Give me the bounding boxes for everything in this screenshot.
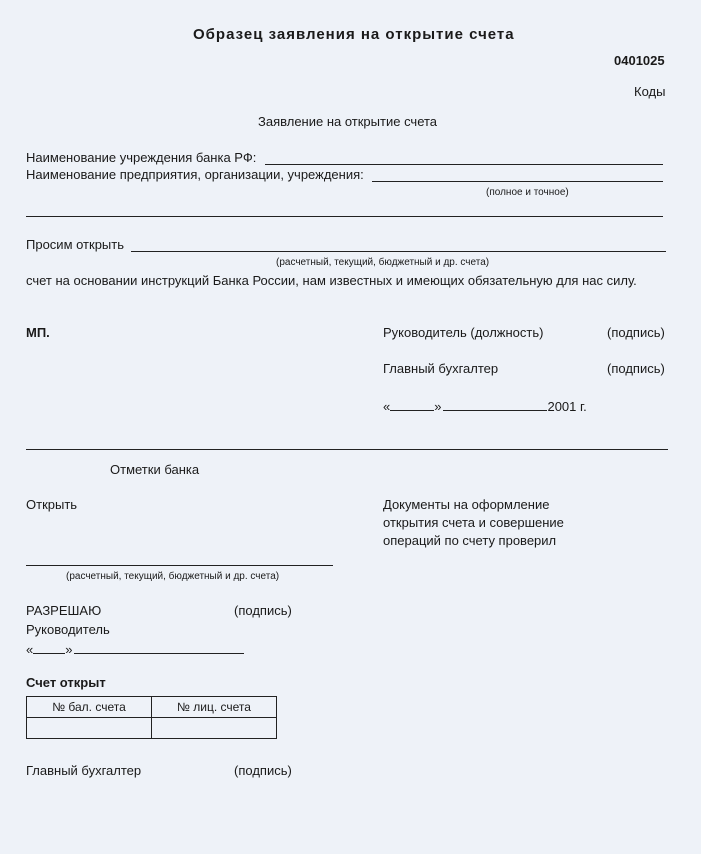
approval-date-open-quote: «: [26, 642, 34, 657]
manager-label: Руководитель: [26, 622, 110, 637]
account-type-field[interactable]: [131, 251, 666, 252]
docs-checked-line-1: Документы на оформление: [383, 497, 550, 512]
approval-date-close-quote: »: [65, 642, 73, 657]
approval-date[interactable]: [26, 640, 244, 658]
application-heading: Заявление на открытие счета: [258, 114, 438, 129]
docs-checked-line-3: операций по счету проверил: [383, 533, 557, 548]
date-close-quote: »: [434, 399, 442, 414]
account-opened-label: Счет открыт: [26, 675, 106, 690]
approval-date-month-field[interactable]: [74, 640, 244, 654]
date-year: 2001 г.: [547, 399, 587, 414]
head-position-label: Руководитель (должность): [383, 325, 544, 340]
bank-name-label: Наименование учреждения банка РФ:: [26, 150, 257, 165]
application-date[interactable]: [383, 397, 587, 415]
org-name-field-continued[interactable]: [26, 216, 663, 217]
codes-label: Коды: [634, 84, 666, 99]
open-label: Открыть: [26, 497, 78, 512]
date-month-field[interactable]: [443, 397, 547, 411]
bank-account-types-hint: (расчетный, текущий, бюджетный и др. счета): [66, 571, 280, 582]
bank-name-field[interactable]: [265, 164, 663, 165]
bank-marks-heading: Отметки банка: [110, 462, 200, 477]
account-numbers-table: [26, 696, 277, 739]
account-types-hint: (расчетный, текущий, бюджетный и др. счета): [276, 257, 490, 268]
stamp-label: МП.: [26, 325, 50, 340]
section-divider: [26, 449, 668, 450]
approve-signature-label: (подпись): [234, 603, 292, 618]
bank-chief-accountant-label: Главный бухгалтер: [26, 763, 142, 778]
bank-chief-accountant-signature-label: (подпись): [234, 763, 292, 778]
basis-text: счет на основании инструкций Банка России, нам известных и имеющих обязательную для нас силу.: [26, 273, 637, 288]
full-name-hint: (полное и точное): [486, 187, 569, 198]
date-day-field[interactable]: [390, 397, 434, 411]
form-code: 0401025: [614, 53, 665, 68]
personal-account-cell[interactable]: [151, 718, 276, 739]
org-name-field[interactable]: [372, 181, 663, 182]
head-signature-label: (подпись): [607, 325, 665, 340]
approve-label: РАЗРЕШАЮ: [26, 603, 102, 618]
org-name-label: Наименование предприятия, организации, учреждения:: [26, 167, 364, 182]
approval-date-day-field[interactable]: [33, 640, 65, 654]
balance-account-cell[interactable]: [27, 718, 152, 739]
document-title: Образец заявления на открытие счета: [193, 26, 515, 43]
bank-account-type-field[interactable]: [26, 565, 333, 566]
docs-checked-line-2: открытия счета и совершение: [383, 515, 564, 530]
date-open-quote: «: [383, 399, 391, 414]
request-label: Просим открыть: [26, 237, 125, 252]
chief-accountant-label: Главный бухгалтер: [383, 361, 499, 376]
balance-account-header: № бал. счета: [27, 697, 152, 718]
chief-accountant-signature-label: (подпись): [607, 361, 665, 376]
personal-account-header: № лиц. счета: [151, 697, 276, 718]
